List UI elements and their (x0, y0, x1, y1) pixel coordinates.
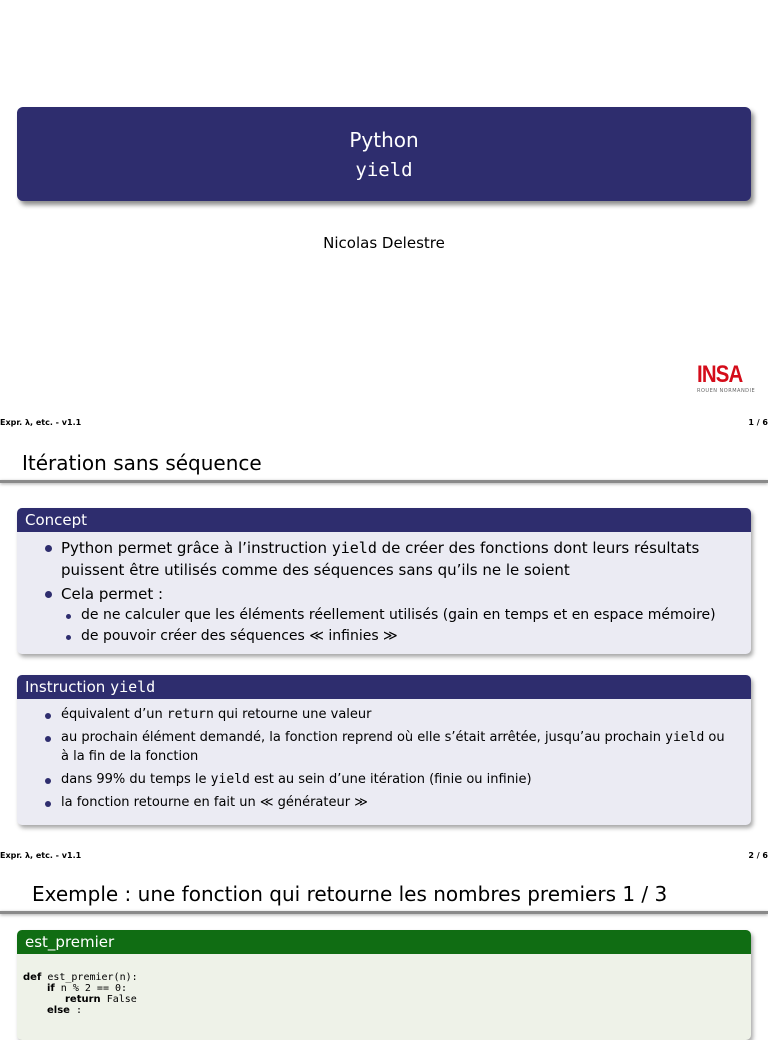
code-inline: yield (210, 772, 250, 787)
page-number: 1 / 6 (748, 418, 768, 427)
item-text: Python permet grâce à l’instruction (61, 539, 332, 557)
block-title (17, 675, 751, 699)
slide-heading: Exemple : une fonction qui retourne les nombres premiers 1 / 3 (32, 882, 668, 906)
footer-version: Expr. λ, etc. - v1.1 (0, 418, 82, 427)
code-text: False (100, 994, 137, 1005)
author-name: Nicolas Delestre (323, 234, 445, 252)
heading-rule (0, 480, 768, 483)
code-inline: yield (331, 539, 377, 557)
bullet-icon (45, 545, 52, 552)
keyword: return (65, 994, 101, 1005)
insa-logo (697, 363, 757, 394)
title-text: Instruction (25, 678, 111, 696)
item-text: ou à la fin de la fonction (61, 730, 725, 764)
slide-heading: Itération sans séquence (22, 451, 262, 475)
item-text: de créer des fonctions dont leurs résultats puissent être utilisés comme des séquences sans qu’ils ne le soient (61, 539, 700, 579)
bullet-icon (66, 635, 71, 640)
code-text: : (69, 1005, 82, 1016)
sub-list-item (43, 605, 733, 626)
logo-text: INSA (697, 361, 743, 388)
item-text: est au sein d’une itération (finie ou infinie) (249, 772, 532, 787)
list-item (43, 726, 733, 768)
bullet-icon (45, 778, 51, 784)
list-item (43, 537, 733, 581)
code-line (23, 1005, 751, 1016)
list-item (43, 791, 733, 814)
code-text: est_premier(n): (41, 972, 138, 983)
bullet-icon (66, 614, 71, 619)
code-line (23, 994, 751, 1005)
code-inline: return (166, 707, 214, 722)
list-item (43, 703, 733, 726)
list-item (43, 768, 733, 791)
item-text: la fonction retourne en fait un ≪ générateur ≫ (61, 795, 368, 810)
bullet-icon (45, 801, 51, 807)
item-text: dans 99% du temps le (61, 772, 211, 787)
bullet-icon (45, 713, 51, 719)
instruction-block (17, 675, 751, 825)
item-text: qui retourne une valeur (213, 707, 372, 722)
code-line (23, 972, 751, 983)
keyword: if (47, 983, 55, 994)
heading-rule (0, 911, 768, 914)
item-text: Cela permet : (61, 585, 164, 603)
item-text: de ne calculer que les éléments réellement utilisés (gain en temps et en espace mémoire) (81, 607, 716, 623)
footer-version: Expr. λ, etc. - v1.1 (0, 851, 82, 860)
code-inline: yield (110, 678, 156, 696)
item-text: au prochain élément demandé, la fonction reprend où elle s’était arrêtée, jusqu’au prochain (61, 730, 666, 745)
sub-list-item (43, 626, 733, 647)
item-text: équivalent d’un (61, 707, 167, 722)
bullet-icon (45, 591, 52, 598)
item-text: de pouvoir créer des séquences ≪ infinies ≫ (81, 628, 398, 644)
list-item (43, 583, 733, 605)
title-box (17, 107, 751, 201)
concept-block (17, 508, 751, 654)
code-line (23, 983, 751, 994)
logo-subtext: ROUEN NORMANDIE (697, 388, 756, 394)
keyword: else (47, 1005, 70, 1016)
presentation-title: Python (349, 128, 419, 152)
page-number: 2 / 6 (748, 851, 768, 860)
keyword: def (23, 972, 42, 983)
code-inline: yield (665, 730, 705, 745)
block-title: Concept (17, 508, 751, 532)
code-listing (17, 954, 751, 1016)
bullet-icon (45, 736, 51, 742)
code-text: n % 2 == 0: (54, 983, 128, 994)
block-title: est_premier (17, 930, 751, 954)
presentation-subtitle: yield (355, 159, 413, 181)
